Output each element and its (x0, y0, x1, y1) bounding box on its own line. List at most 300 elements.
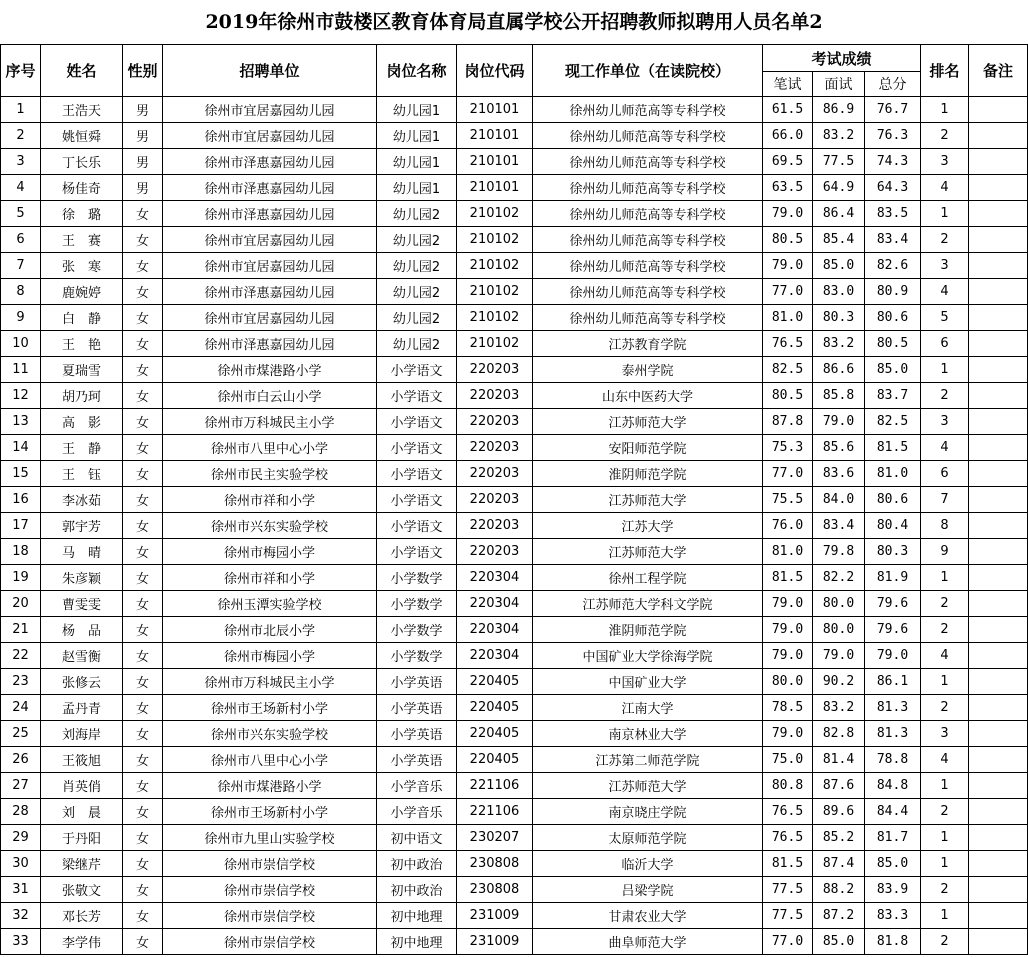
cell-work: 徐州幼儿师范高等专科学校 (533, 253, 763, 279)
cell-work: 临沂大学 (533, 851, 763, 877)
cell-total: 82.6 (865, 253, 921, 279)
cell-seq: 14 (1, 435, 41, 461)
cell-name: 姚恒舜 (41, 123, 123, 149)
cell-unit: 徐州市崇信学校 (163, 929, 377, 955)
cell-total: 81.3 (865, 695, 921, 721)
cell-code: 220304 (457, 591, 533, 617)
cell-interview: 87.4 (813, 851, 865, 877)
table-row (1, 669, 1028, 695)
cell-gender: 女 (123, 669, 163, 695)
cell-rank: 1 (921, 773, 969, 799)
cell-remark (969, 97, 1028, 123)
cell-total: 81.3 (865, 721, 921, 747)
cell-seq: 33 (1, 929, 41, 955)
cell-unit: 徐州市梅园小学 (163, 643, 377, 669)
cell-unit: 徐州市泽惠嘉园幼儿园 (163, 331, 377, 357)
cell-rank: 4 (921, 279, 969, 305)
cell-gender: 女 (123, 539, 163, 565)
cell-work: 江南大学 (533, 695, 763, 721)
cell-name: 马 晴 (41, 539, 123, 565)
cell-total: 79.0 (865, 643, 921, 669)
cell-interview: 85.6 (813, 435, 865, 461)
cell-gender: 女 (123, 513, 163, 539)
cell-post: 小学音乐 (377, 773, 457, 799)
cell-written: 77.5 (763, 903, 813, 929)
cell-unit: 徐州市九里山实验学校 (163, 825, 377, 851)
cell-written: 77.0 (763, 279, 813, 305)
cell-remark (969, 747, 1028, 773)
cell-remark (969, 669, 1028, 695)
table-row (1, 487, 1028, 513)
cell-interview: 86.9 (813, 97, 865, 123)
cell-total: 64.3 (865, 175, 921, 201)
cell-name: 梁继芹 (41, 851, 123, 877)
cell-total: 81.8 (865, 929, 921, 955)
cell-name: 杨 品 (41, 617, 123, 643)
cell-post: 幼儿园1 (377, 97, 457, 123)
cell-gender: 女 (123, 487, 163, 513)
cell-seq: 25 (1, 721, 41, 747)
cell-work: 南京林业大学 (533, 721, 763, 747)
cell-rank: 1 (921, 357, 969, 383)
cell-post: 小学音乐 (377, 799, 457, 825)
cell-name: 赵雪衡 (41, 643, 123, 669)
cell-interview: 83.6 (813, 461, 865, 487)
cell-total: 85.0 (865, 357, 921, 383)
cell-post: 幼儿园2 (377, 253, 457, 279)
table-row (1, 825, 1028, 851)
cell-seq: 29 (1, 825, 41, 851)
cell-remark (969, 643, 1028, 669)
cell-interview: 64.9 (813, 175, 865, 201)
cell-written: 76.0 (763, 513, 813, 539)
cell-name: 刘 晨 (41, 799, 123, 825)
cell-code: 210101 (457, 123, 533, 149)
cell-code: 220203 (457, 513, 533, 539)
cell-work: 吕梁学院 (533, 877, 763, 903)
cell-gender: 女 (123, 383, 163, 409)
cell-interview: 82.8 (813, 721, 865, 747)
table-row (1, 799, 1028, 825)
cell-gender: 男 (123, 123, 163, 149)
cell-work: 徐州幼儿师范高等专科学校 (533, 201, 763, 227)
cell-code: 210101 (457, 97, 533, 123)
cell-post: 幼儿园1 (377, 123, 457, 149)
cell-code: 220203 (457, 435, 533, 461)
cell-code: 220203 (457, 357, 533, 383)
cell-written: 81.5 (763, 851, 813, 877)
cell-work: 淮阴师范学院 (533, 461, 763, 487)
cell-interview: 80.0 (813, 617, 865, 643)
cell-interview: 85.2 (813, 825, 865, 851)
cell-written: 82.5 (763, 357, 813, 383)
cell-seq: 12 (1, 383, 41, 409)
cell-rank: 3 (921, 409, 969, 435)
cell-code: 210102 (457, 227, 533, 253)
table-row (1, 617, 1028, 643)
cell-post: 幼儿园2 (377, 201, 457, 227)
cell-name: 郭宇芳 (41, 513, 123, 539)
table-body (1, 97, 1028, 955)
cell-seq: 19 (1, 565, 41, 591)
cell-written: 80.5 (763, 227, 813, 253)
cell-interview: 83.2 (813, 331, 865, 357)
cell-total: 80.9 (865, 279, 921, 305)
cell-unit: 徐州市民主实验学校 (163, 461, 377, 487)
cell-gender: 女 (123, 227, 163, 253)
cell-post: 初中语文 (377, 825, 457, 851)
cell-work: 徐州幼儿师范高等专科学校 (533, 97, 763, 123)
cell-seq: 30 (1, 851, 41, 877)
cell-interview: 88.2 (813, 877, 865, 903)
cell-remark (969, 123, 1028, 149)
cell-written: 75.0 (763, 747, 813, 773)
cell-unit: 徐州市祥和小学 (163, 565, 377, 591)
cell-written: 66.0 (763, 123, 813, 149)
cell-rank: 2 (921, 123, 969, 149)
cell-post: 小学数学 (377, 565, 457, 591)
cell-seq: 26 (1, 747, 41, 773)
cell-unit: 徐州市万科城民主小学 (163, 409, 377, 435)
cell-rank: 4 (921, 435, 969, 461)
table-row (1, 929, 1028, 955)
table-row (1, 227, 1028, 253)
cell-remark (969, 565, 1028, 591)
cell-code: 220405 (457, 669, 533, 695)
cell-remark (969, 487, 1028, 513)
cell-written: 63.5 (763, 175, 813, 201)
cell-gender: 女 (123, 721, 163, 747)
cell-written: 77.5 (763, 877, 813, 903)
cell-gender: 男 (123, 149, 163, 175)
cell-interview: 79.8 (813, 539, 865, 565)
cell-total: 79.6 (865, 617, 921, 643)
cell-interview: 86.6 (813, 357, 865, 383)
cell-name: 王 钰 (41, 461, 123, 487)
cell-rank: 3 (921, 721, 969, 747)
cell-rank: 3 (921, 149, 969, 175)
cell-unit: 徐州市煤港路小学 (163, 357, 377, 383)
cell-written: 79.0 (763, 253, 813, 279)
cell-rank: 1 (921, 565, 969, 591)
cell-code: 220203 (457, 383, 533, 409)
cell-total: 80.4 (865, 513, 921, 539)
header-post: 岗位名称 (377, 45, 457, 97)
cell-total: 80.6 (865, 487, 921, 513)
cell-post: 幼儿园1 (377, 175, 457, 201)
cell-rank: 8 (921, 513, 969, 539)
cell-gender: 女 (123, 929, 163, 955)
cell-total: 80.3 (865, 539, 921, 565)
cell-rank: 6 (921, 331, 969, 357)
cell-post: 初中地理 (377, 929, 457, 955)
cell-remark (969, 149, 1028, 175)
cell-seq: 23 (1, 669, 41, 695)
cell-remark (969, 409, 1028, 435)
cell-total: 85.0 (865, 851, 921, 877)
cell-written: 81.0 (763, 539, 813, 565)
cell-name: 白 静 (41, 305, 123, 331)
cell-written: 78.5 (763, 695, 813, 721)
table-row (1, 461, 1028, 487)
cell-seq: 8 (1, 279, 41, 305)
cell-remark (969, 279, 1028, 305)
cell-written: 80.8 (763, 773, 813, 799)
cell-work: 江苏教育学院 (533, 331, 763, 357)
cell-name: 刘海岸 (41, 721, 123, 747)
cell-code: 220405 (457, 747, 533, 773)
table-row (1, 435, 1028, 461)
cell-interview: 83.2 (813, 123, 865, 149)
cell-code: 210102 (457, 201, 533, 227)
table-row (1, 97, 1028, 123)
header-written: 笔试 (763, 72, 813, 97)
cell-unit: 徐州市兴东实验学校 (163, 721, 377, 747)
cell-written: 80.5 (763, 383, 813, 409)
cell-written: 81.0 (763, 305, 813, 331)
cell-unit: 徐州玉潭实验学校 (163, 591, 377, 617)
cell-remark (969, 513, 1028, 539)
cell-gender: 女 (123, 617, 163, 643)
table-row (1, 591, 1028, 617)
cell-remark (969, 877, 1028, 903)
cell-seq: 9 (1, 305, 41, 331)
table-row (1, 851, 1028, 877)
cell-rank: 5 (921, 305, 969, 331)
table-row (1, 305, 1028, 331)
cell-code: 221106 (457, 773, 533, 799)
cell-unit: 徐州市宜居嘉园幼儿园 (163, 253, 377, 279)
cell-remark (969, 227, 1028, 253)
cell-work: 徐州工程学院 (533, 565, 763, 591)
header-seq: 序号 (1, 45, 41, 97)
cell-interview: 89.6 (813, 799, 865, 825)
cell-total: 84.8 (865, 773, 921, 799)
cell-written: 77.0 (763, 461, 813, 487)
cell-remark (969, 851, 1028, 877)
cell-interview: 85.0 (813, 253, 865, 279)
cell-name: 孟丹青 (41, 695, 123, 721)
cell-seq: 21 (1, 617, 41, 643)
cell-seq: 7 (1, 253, 41, 279)
cell-gender: 女 (123, 565, 163, 591)
cell-gender: 女 (123, 903, 163, 929)
cell-unit: 徐州市煤港路小学 (163, 773, 377, 799)
cell-seq: 27 (1, 773, 41, 799)
cell-remark (969, 721, 1028, 747)
cell-remark (969, 357, 1028, 383)
cell-unit: 徐州市八里中心小学 (163, 747, 377, 773)
cell-post: 小学数学 (377, 643, 457, 669)
cell-work: 徐州幼儿师范高等专科学校 (533, 227, 763, 253)
cell-post: 小学语文 (377, 461, 457, 487)
cell-name: 高 影 (41, 409, 123, 435)
cell-code: 220203 (457, 487, 533, 513)
cell-written: 76.5 (763, 825, 813, 851)
cell-remark (969, 435, 1028, 461)
page-title: 2019年徐州市鼓楼区教育体育局直属学校公开招聘教师拟聘用人员名单2 (205, 11, 823, 33)
cell-unit: 徐州市北辰小学 (163, 617, 377, 643)
cell-gender: 女 (123, 643, 163, 669)
table-row (1, 721, 1028, 747)
cell-seq: 10 (1, 331, 41, 357)
cell-work: 徐州幼儿师范高等专科学校 (533, 175, 763, 201)
cell-seq: 5 (1, 201, 41, 227)
cell-remark (969, 591, 1028, 617)
cell-work: 徐州幼儿师范高等专科学校 (533, 149, 763, 175)
cell-unit: 徐州市宜居嘉园幼儿园 (163, 227, 377, 253)
cell-gender: 女 (123, 877, 163, 903)
cell-post: 小学语文 (377, 409, 457, 435)
cell-written: 69.5 (763, 149, 813, 175)
cell-name: 胡乃珂 (41, 383, 123, 409)
cell-post: 小学语文 (377, 435, 457, 461)
cell-post: 初中地理 (377, 903, 457, 929)
cell-rank: 2 (921, 383, 969, 409)
cell-rank: 2 (921, 227, 969, 253)
cell-unit: 徐州市泽惠嘉园幼儿园 (163, 279, 377, 305)
cell-post: 小学语文 (377, 539, 457, 565)
cell-name: 朱彦颖 (41, 565, 123, 591)
cell-seq: 11 (1, 357, 41, 383)
cell-unit: 徐州市泽惠嘉园幼儿园 (163, 175, 377, 201)
cell-interview: 81.4 (813, 747, 865, 773)
cell-work: 泰州学院 (533, 357, 763, 383)
cell-post: 幼儿园2 (377, 305, 457, 331)
header-interview: 面试 (813, 72, 865, 97)
cell-code: 230808 (457, 877, 533, 903)
cell-code: 210102 (457, 305, 533, 331)
cell-remark (969, 539, 1028, 565)
cell-remark (969, 903, 1028, 929)
cell-interview: 80.0 (813, 591, 865, 617)
header-total: 总分 (865, 72, 921, 97)
cell-name: 李冰茹 (41, 487, 123, 513)
cell-unit: 徐州市梅园小学 (163, 539, 377, 565)
cell-code: 220304 (457, 617, 533, 643)
cell-post: 幼儿园2 (377, 331, 457, 357)
cell-seq: 22 (1, 643, 41, 669)
table-row (1, 903, 1028, 929)
cell-code: 210101 (457, 149, 533, 175)
table-row (1, 695, 1028, 721)
cell-written: 76.5 (763, 799, 813, 825)
cell-seq: 1 (1, 97, 41, 123)
cell-written: 77.0 (763, 929, 813, 955)
cell-remark (969, 617, 1028, 643)
cell-seq: 28 (1, 799, 41, 825)
cell-work: 徐州幼儿师范高等专科学校 (533, 123, 763, 149)
cell-work: 江苏师范大学科文学院 (533, 591, 763, 617)
cell-work: 徐州幼儿师范高等专科学校 (533, 305, 763, 331)
cell-name: 于丹阳 (41, 825, 123, 851)
cell-interview: 90.2 (813, 669, 865, 695)
cell-total: 81.5 (865, 435, 921, 461)
cell-gender: 女 (123, 461, 163, 487)
header-rank: 排名 (921, 45, 969, 97)
cell-post: 小学英语 (377, 695, 457, 721)
cell-work: 江苏师范大学 (533, 539, 763, 565)
table-row (1, 513, 1028, 539)
cell-code: 231009 (457, 903, 533, 929)
cell-rank: 2 (921, 929, 969, 955)
cell-name: 曹雯雯 (41, 591, 123, 617)
cell-gender: 女 (123, 825, 163, 851)
cell-work: 中国矿业大学 (533, 669, 763, 695)
cell-name: 徐 璐 (41, 201, 123, 227)
cell-name: 邓长芳 (41, 903, 123, 929)
cell-unit: 徐州市祥和小学 (163, 487, 377, 513)
cell-code: 220203 (457, 461, 533, 487)
table-row (1, 565, 1028, 591)
cell-total: 80.5 (865, 331, 921, 357)
cell-name: 王 静 (41, 435, 123, 461)
cell-gender: 女 (123, 747, 163, 773)
cell-work: 江苏大学 (533, 513, 763, 539)
cell-work: 甘肃农业大学 (533, 903, 763, 929)
header-work: 现工作单位（在读院校） (533, 45, 763, 97)
cell-rank: 1 (921, 825, 969, 851)
cell-written: 79.0 (763, 643, 813, 669)
cell-post: 小学数学 (377, 591, 457, 617)
cell-post: 幼儿园1 (377, 149, 457, 175)
cell-gender: 女 (123, 851, 163, 877)
cell-unit: 徐州市宜居嘉园幼儿园 (163, 305, 377, 331)
cell-seq: 15 (1, 461, 41, 487)
cell-seq: 20 (1, 591, 41, 617)
cell-seq: 32 (1, 903, 41, 929)
cell-gender: 女 (123, 695, 163, 721)
cell-unit: 徐州市崇信学校 (163, 851, 377, 877)
cell-written: 87.8 (763, 409, 813, 435)
cell-interview: 82.2 (813, 565, 865, 591)
cell-post: 小学英语 (377, 747, 457, 773)
cell-post: 初中政治 (377, 877, 457, 903)
cell-work: 江苏师范大学 (533, 773, 763, 799)
cell-gender: 女 (123, 253, 163, 279)
cell-code: 220304 (457, 565, 533, 591)
cell-total: 84.4 (865, 799, 921, 825)
cell-seq: 6 (1, 227, 41, 253)
cell-rank: 4 (921, 175, 969, 201)
table-row (1, 123, 1028, 149)
cell-total: 76.3 (865, 123, 921, 149)
cell-code: 210102 (457, 279, 533, 305)
cell-post: 小学数学 (377, 617, 457, 643)
cell-total: 81.7 (865, 825, 921, 851)
cell-unit: 徐州市白云山小学 (163, 383, 377, 409)
table-row (1, 175, 1028, 201)
cell-name: 夏瑞雪 (41, 357, 123, 383)
hiring-table (0, 44, 1028, 955)
table-row (1, 409, 1028, 435)
cell-rank: 1 (921, 903, 969, 929)
cell-interview: 87.2 (813, 903, 865, 929)
table-row (1, 201, 1028, 227)
cell-written: 81.5 (763, 565, 813, 591)
cell-work: 江苏师范大学 (533, 409, 763, 435)
cell-name: 李学伟 (41, 929, 123, 955)
cell-seq: 16 (1, 487, 41, 513)
cell-total: 74.3 (865, 149, 921, 175)
cell-rank: 1 (921, 851, 969, 877)
cell-written: 61.5 (763, 97, 813, 123)
cell-interview: 79.0 (813, 409, 865, 435)
cell-rank: 9 (921, 539, 969, 565)
cell-written: 79.0 (763, 721, 813, 747)
cell-gender: 女 (123, 773, 163, 799)
header-gender: 性别 (123, 45, 163, 97)
